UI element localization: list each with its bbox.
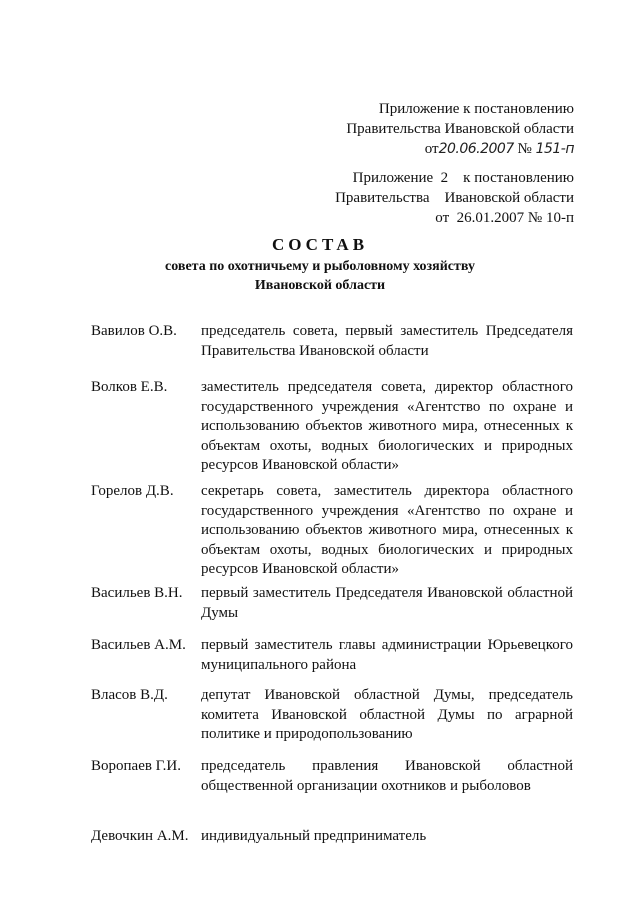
appendix1-line2: Правительства Ивановской области <box>346 121 574 137</box>
member-role: заместитель председателя совета, директор областного государственного учреждения «Агентство по охране и использованию объектов животного мира, отнесенных к объектам охоты, водных биологических и природных ресурсов Ивановской области» <box>201 379 573 473</box>
member-name: Горелов Д.В. <box>91 483 174 499</box>
member-name: Девочкин А.М. <box>91 828 189 844</box>
member-role: индивидуальный предприниматель <box>201 828 427 844</box>
member-role: первый заместитель главы администрации Юрьевецкого муниципального района <box>201 637 573 673</box>
appendix-header-current <box>346 99 574 159</box>
member-name: Власов В.Д. <box>91 687 168 703</box>
member-name: Волков Е.В. <box>91 379 168 395</box>
document-heading <box>0 233 640 295</box>
member-name: Воропаев Г.И. <box>91 758 181 774</box>
appendix2-line3: от 26.01.2007 № 10-п <box>435 210 574 226</box>
appendix2-line2: Правительства Ивановской области <box>335 190 574 206</box>
appendix1-from: от <box>424 141 439 157</box>
appendix-header-original <box>335 168 574 228</box>
appendix1-number-sign: № <box>517 141 532 157</box>
member-name: Васильев А.М. <box>91 637 186 653</box>
member-name: Васильев В.Н. <box>91 585 183 601</box>
subtitle-line2: Ивановской области <box>254 278 386 293</box>
appendix1-line1: Приложение к постановлению <box>378 101 574 117</box>
member-name: Вавилов О.В. <box>91 323 177 339</box>
appendix2-line1: Приложение 2 к постановлению <box>352 170 574 186</box>
subtitle-line1: совета по охотничьему и рыболовному хозяйству <box>165 259 475 274</box>
appendix1-handwritten-number: 151-п <box>535 141 574 157</box>
member-role: секретарь совета, заместитель директора областного государственного учреждения «Агентство по охране и использованию объектов животного мира, отнесенных к объектам охоты, водных биологических и природных ресурсов Ивановской области» <box>201 483 573 577</box>
appendix1-handwritten-date: 20.06.2007 <box>438 141 514 157</box>
member-role: председатель правления Ивановской областной общественной организации охотников и рыболовов <box>201 758 573 794</box>
member-role: председатель совета, первый заместитель Председателя Правительства Ивановской области <box>201 323 573 359</box>
member-role: депутат Ивановской областной Думы, председатель комитета Ивановской областной Думы по аграрной политике и природопользованию <box>201 687 573 742</box>
page-title: СОСТАВ <box>271 235 369 254</box>
member-role: первый заместитель Председателя Ивановской областной Думы <box>201 585 573 621</box>
appendix1-line3 <box>346 139 574 159</box>
